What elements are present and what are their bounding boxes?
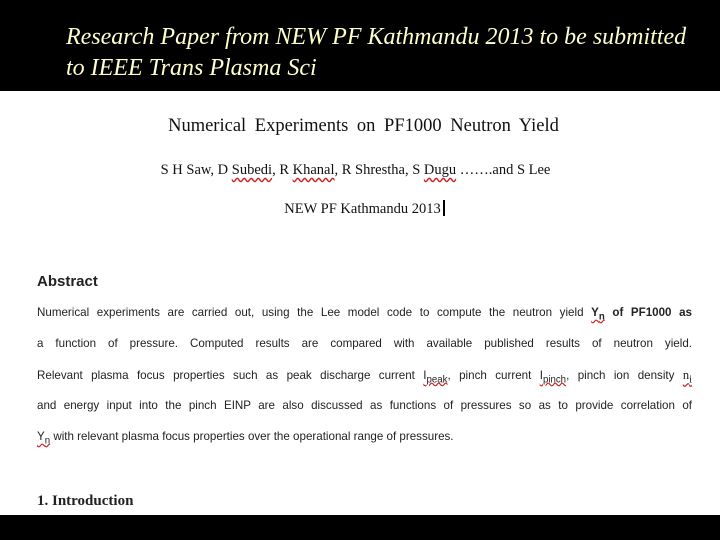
- abstract-heading: Abstract: [37, 273, 98, 290]
- author-list: [0, 162, 711, 179]
- author-text: , R: [272, 162, 293, 178]
- author-khanal: Khanal: [292, 162, 335, 178]
- abstract-text: Relevant plasma focus properties such as peak discharge current: [37, 369, 424, 382]
- yield-symbol: [591, 306, 605, 323]
- paper-title: Numerical Experiments on PF1000 Neutron Yield: [168, 116, 559, 136]
- symbol-subscript: peak: [426, 374, 448, 386]
- yield-symbol: [37, 430, 51, 447]
- abstract-line: [37, 429, 692, 460]
- abstract-line: a function of pressure. Computed results are compared with available published results of neutron yield.: [37, 337, 692, 350]
- symbol-subscript: n: [44, 435, 51, 447]
- author-text: , R Shrestha, S: [334, 162, 424, 178]
- abstract-line: [37, 367, 692, 398]
- abstract-text: of PF1000 as: [604, 306, 692, 319]
- abstract-text: with relevant plasma focus properties over the operational range of pressures.: [50, 430, 454, 443]
- author-text: …….and S Lee: [456, 162, 551, 178]
- symbol-subscript: i: [689, 374, 692, 386]
- affiliation-text: NEW PF Kathmandu 2013: [284, 201, 441, 217]
- affiliation: [0, 200, 720, 218]
- abstract-text: , pinch current: [447, 369, 540, 382]
- ipinch-symbol: [539, 369, 567, 386]
- symbol-letter: n: [682, 368, 690, 382]
- text-cursor: [443, 200, 445, 216]
- paper-page: [0, 91, 720, 515]
- ipeak-symbol: [423, 369, 448, 386]
- symbol-letter: I: [423, 369, 427, 382]
- density-symbol: [682, 368, 692, 386]
- abstract-line: [37, 305, 692, 336]
- symbol-letter: Y: [37, 430, 45, 443]
- symbol-letter: I: [539, 369, 543, 382]
- symbol-subscript: pinch: [542, 374, 567, 386]
- author-dugu: Dugu: [423, 162, 457, 178]
- slide-title: Research Paper from NEW PF Kathmandu 2013 to be submitted to IEEE Trans Plasma Sci: [66, 24, 687, 81]
- author-subedi: Subedi: [231, 162, 273, 178]
- abstract-text: Numerical experiments are carried out, using the Lee model code to compute the neutron yield: [37, 306, 592, 319]
- symbol-subscript: n: [598, 311, 605, 323]
- section-heading: 1. Introduction: [37, 493, 134, 509]
- abstract-line: and energy input into the pinch EINP are also discussed as functions of pressures so as to provide correlation of: [37, 399, 692, 412]
- symbol-letter: Y: [591, 306, 599, 319]
- abstract-body: [37, 305, 692, 460]
- abstract-text: , pinch ion density: [566, 369, 683, 382]
- author-text: S H Saw, D: [160, 162, 232, 178]
